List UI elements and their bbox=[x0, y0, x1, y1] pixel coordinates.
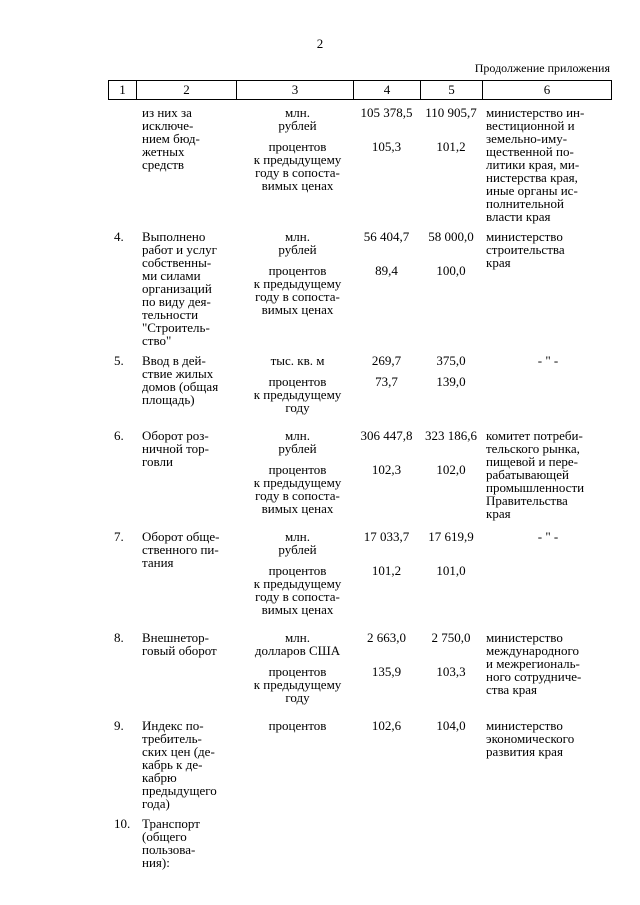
responsible-body-line: министерство bbox=[486, 630, 563, 645]
value-block bbox=[353, 354, 420, 367]
responsible-body-line: края bbox=[486, 506, 511, 521]
unit-line: году bbox=[285, 690, 310, 705]
unit-block bbox=[242, 429, 353, 455]
unit-line: вимых ценах bbox=[261, 501, 334, 516]
row-number: 5. bbox=[114, 353, 124, 368]
unit-line: млн. bbox=[285, 529, 310, 544]
value-pad bbox=[353, 179, 420, 192]
value: 102,0 bbox=[436, 462, 466, 477]
responsible-body bbox=[482, 230, 610, 347]
unit-line: году в сопоста- bbox=[255, 289, 340, 304]
value-pad bbox=[353, 691, 420, 704]
unit-of-measure bbox=[242, 719, 353, 810]
value-block bbox=[420, 354, 482, 367]
indicator-name-line: ния): bbox=[142, 855, 170, 870]
indicator-name-line: (общего bbox=[142, 829, 187, 844]
value: 323 186,6 bbox=[425, 428, 477, 443]
value-block bbox=[353, 230, 420, 256]
header-cell-4: 4 bbox=[354, 81, 421, 99]
responsible-body-line: вестиционной и bbox=[486, 118, 575, 133]
table-row bbox=[108, 354, 610, 422]
unit-of-measure bbox=[242, 429, 353, 523]
value: 139,0 bbox=[436, 374, 466, 389]
value: 110 905,7 bbox=[425, 105, 477, 120]
responsible-body-line: земельно-иму- bbox=[486, 131, 568, 146]
unit-line: к предыдущему bbox=[253, 276, 342, 291]
indicator-name-line: тания bbox=[142, 555, 174, 570]
unit-block bbox=[242, 631, 353, 657]
unit-line: рублей bbox=[278, 118, 317, 133]
unit-line: долларов США bbox=[254, 643, 341, 658]
unit-block bbox=[242, 230, 353, 256]
value-col-4 bbox=[353, 354, 420, 422]
header-cell-3: 3 bbox=[237, 81, 354, 99]
value-pad bbox=[420, 401, 482, 414]
responsible-body bbox=[482, 817, 610, 869]
value-pad bbox=[420, 502, 482, 515]
value-block bbox=[353, 106, 420, 132]
unit-line: году в сопоста- bbox=[255, 589, 340, 604]
indicator-name-line: организаций bbox=[142, 281, 212, 296]
indicator-name-line: средств bbox=[142, 157, 185, 172]
value: 104,0 bbox=[436, 718, 466, 733]
indicator-name-line: предыдущего bbox=[142, 783, 217, 798]
unit-block bbox=[242, 463, 353, 515]
value-col-5 bbox=[420, 631, 482, 712]
value: 17 619,9 bbox=[428, 529, 474, 544]
value-col-4 bbox=[353, 817, 420, 869]
indicator-name-line: говли bbox=[142, 454, 173, 469]
indicator-name-line: говый оборот bbox=[142, 643, 217, 658]
unit-line: процентов bbox=[268, 563, 327, 578]
table-body bbox=[108, 106, 610, 876]
value: 135,9 bbox=[371, 664, 402, 679]
unit-block bbox=[242, 140, 353, 192]
row-number: 10. bbox=[114, 816, 131, 831]
indicator-name-line: ских цен (де- bbox=[142, 744, 215, 759]
unit-line: млн. bbox=[285, 428, 310, 443]
responsible-body-line: развития края bbox=[486, 744, 563, 759]
responsible-body-line: международного bbox=[486, 643, 580, 658]
table-header bbox=[108, 80, 612, 100]
unit-of-measure bbox=[242, 817, 353, 869]
value-pad bbox=[420, 303, 482, 316]
indicator-name-line: ство" bbox=[142, 333, 172, 348]
value-col-5 bbox=[420, 230, 482, 347]
responsible-body-line: ства края bbox=[486, 682, 538, 697]
value: 269,7 bbox=[371, 353, 402, 368]
unit-block bbox=[242, 106, 353, 132]
table-row bbox=[108, 106, 610, 223]
table-row bbox=[108, 719, 610, 810]
value-pad bbox=[420, 243, 482, 256]
indicator-name bbox=[142, 530, 242, 624]
unit-block bbox=[242, 354, 353, 367]
unit-block bbox=[242, 375, 353, 414]
value-block bbox=[420, 375, 482, 414]
indicator-name bbox=[142, 817, 242, 869]
table-row bbox=[108, 530, 610, 624]
value: 73,7 bbox=[375, 374, 398, 389]
value: 105,3 bbox=[371, 139, 402, 154]
indicator-name-line: работ и услуг bbox=[142, 242, 217, 257]
value-col-4 bbox=[353, 719, 420, 810]
value-block bbox=[353, 429, 420, 455]
unit-block bbox=[242, 719, 353, 732]
value-col-5 bbox=[420, 106, 482, 223]
value-pad bbox=[353, 303, 420, 316]
table-row bbox=[108, 817, 610, 869]
header-cell-5: 5 bbox=[421, 81, 483, 99]
responsible-body-line: пищевой и пере- bbox=[486, 454, 578, 469]
responsible-body-line: иные органы ис- bbox=[486, 183, 578, 198]
value-col-5 bbox=[420, 719, 482, 810]
value: 2 750,0 bbox=[431, 630, 471, 645]
value-col-4 bbox=[353, 631, 420, 712]
value: 102,6 bbox=[371, 718, 402, 733]
value-block bbox=[353, 665, 420, 704]
unit-block bbox=[242, 264, 353, 316]
value-pad bbox=[420, 603, 482, 616]
indicator-name-line: домов (общая bbox=[142, 379, 219, 394]
indicator-name-line: "Строитель- bbox=[142, 320, 210, 335]
unit-line: году в сопоста- bbox=[255, 165, 340, 180]
value-pad bbox=[353, 502, 420, 515]
value-pad bbox=[420, 691, 482, 704]
indicator-name-line: кабрю bbox=[142, 770, 177, 785]
responsible-body-line: щественной по- bbox=[486, 144, 574, 159]
value-block bbox=[420, 264, 482, 316]
value-pad bbox=[420, 644, 482, 657]
indicator-name bbox=[142, 106, 242, 223]
unit-line: процентов bbox=[268, 263, 327, 278]
unit-line: вимых ценах bbox=[261, 178, 334, 193]
value: 2 663,0 bbox=[367, 630, 406, 645]
responsible-body bbox=[482, 631, 610, 712]
indicator-name bbox=[142, 429, 242, 523]
indicator-name-line: ми силами bbox=[142, 268, 201, 283]
value-pad bbox=[420, 179, 482, 192]
indicator-name-line: ничной тор- bbox=[142, 441, 209, 456]
unit-of-measure bbox=[242, 230, 353, 347]
indicator-name-line: ственного пи- bbox=[142, 542, 219, 557]
value-col-5 bbox=[420, 817, 482, 869]
indicator-name-line: года) bbox=[142, 796, 170, 811]
unit-line: вимых ценах bbox=[261, 602, 334, 617]
value: 375,0 bbox=[436, 353, 466, 368]
unit-of-measure bbox=[242, 631, 353, 712]
responsible-body-line: рабатывающей bbox=[486, 467, 569, 482]
value: 101,2 bbox=[436, 139, 466, 154]
appendix-continuation-label: Продолжение приложения bbox=[474, 61, 610, 75]
value-block bbox=[353, 264, 420, 316]
unit-line: к предыдущему bbox=[253, 387, 342, 402]
responsible-body-line: - " - bbox=[537, 529, 559, 544]
indicator-name-line: исключе- bbox=[142, 118, 194, 133]
unit-line: рублей bbox=[278, 441, 317, 456]
value-block bbox=[353, 564, 420, 616]
value-pad bbox=[353, 603, 420, 616]
responsible-body-line: полнительной bbox=[486, 196, 564, 211]
value-pad bbox=[420, 543, 482, 556]
value-pad bbox=[353, 442, 420, 455]
value: 56 404,7 bbox=[363, 229, 410, 244]
indicator-name bbox=[142, 631, 242, 712]
value-block bbox=[353, 631, 420, 657]
indicator-name-line: Внешнетор- bbox=[142, 630, 209, 645]
responsible-body bbox=[482, 354, 610, 422]
responsible-body bbox=[482, 429, 610, 523]
unit-line: к предыдущему bbox=[253, 152, 342, 167]
unit-block bbox=[242, 530, 353, 556]
value-block bbox=[420, 530, 482, 556]
responsible-body-line: тельского рынка, bbox=[486, 441, 580, 456]
responsible-body-line: строительства bbox=[486, 242, 565, 257]
value: 105 378,5 bbox=[360, 105, 413, 120]
value-block bbox=[420, 106, 482, 132]
responsible-body-line: - " - bbox=[537, 353, 559, 368]
unit-line: млн. bbox=[285, 630, 310, 645]
table-row bbox=[108, 429, 610, 523]
indicator-name-line: собственны- bbox=[142, 255, 212, 270]
unit-line: году bbox=[285, 400, 310, 415]
value-block bbox=[353, 375, 420, 414]
value: 17 033,7 bbox=[363, 529, 410, 544]
value-pad bbox=[420, 442, 482, 455]
responsible-body-line: ного сотрудниче- bbox=[486, 669, 582, 684]
value-block bbox=[353, 530, 420, 556]
row-number: 8. bbox=[114, 630, 124, 645]
value: 102,3 bbox=[371, 462, 402, 477]
responsible-body-line: и межрегиональ- bbox=[486, 656, 580, 671]
value-block bbox=[353, 719, 420, 732]
unit-line: рублей bbox=[278, 242, 317, 257]
value-pad bbox=[353, 243, 420, 256]
header-cell-6: 6 bbox=[543, 82, 551, 97]
indicator-name-line: площадь) bbox=[142, 392, 195, 407]
indicator-name bbox=[142, 230, 242, 347]
unit-of-measure bbox=[242, 530, 353, 624]
responsible-body-line: края bbox=[486, 255, 511, 270]
value: 306 447,8 bbox=[360, 428, 413, 443]
table-row bbox=[108, 631, 610, 712]
unit-line: процентов bbox=[268, 664, 327, 679]
header-cell-2: 2 bbox=[137, 81, 237, 99]
value-pad bbox=[353, 644, 420, 657]
row-number: 4. bbox=[114, 229, 124, 244]
value: 100,0 bbox=[436, 263, 466, 278]
value-block bbox=[420, 463, 482, 515]
unit-block bbox=[242, 564, 353, 616]
indicator-name-line: по виду дея- bbox=[142, 294, 211, 309]
unit-of-measure bbox=[242, 354, 353, 422]
value-block bbox=[420, 429, 482, 455]
indicator-name-line: пользова- bbox=[142, 842, 196, 857]
indicator-name-line: нием бюд- bbox=[142, 131, 200, 146]
row-number: 7. bbox=[114, 529, 124, 544]
unit-line: млн. bbox=[285, 105, 310, 120]
value-block bbox=[353, 463, 420, 515]
unit-line: рублей bbox=[278, 542, 317, 557]
unit-line: процентов bbox=[268, 374, 327, 389]
value: 101,2 bbox=[371, 563, 402, 578]
indicator-name-line: ствие жилых bbox=[142, 366, 214, 381]
value-pad bbox=[420, 119, 482, 132]
unit-line: процентов bbox=[268, 462, 327, 477]
responsible-body-line: нистерства края, bbox=[486, 170, 578, 185]
indicator-name bbox=[142, 719, 242, 810]
value-col-5 bbox=[420, 530, 482, 624]
indicator-name-line: Оборот обще- bbox=[142, 529, 220, 544]
indicator-name-line: Оборот роз- bbox=[142, 428, 209, 443]
unit-line: процентов bbox=[268, 718, 327, 733]
unit-line: процентов bbox=[268, 139, 327, 154]
unit-block bbox=[242, 665, 353, 704]
indicator-name-line: Ввод в дей- bbox=[142, 353, 206, 368]
indicator-name-line: жетных bbox=[142, 144, 185, 159]
responsible-body-line: литики края, ми- bbox=[486, 157, 580, 172]
value-pad bbox=[353, 543, 420, 556]
indicator-name-line: требитель- bbox=[142, 731, 202, 746]
header-cell-1: 1 bbox=[109, 81, 137, 99]
value-pad bbox=[353, 401, 420, 414]
unit-line: к предыдущему bbox=[253, 677, 342, 692]
responsible-body bbox=[482, 106, 610, 223]
indicator-name-line: Транспорт bbox=[142, 816, 200, 831]
indicator-name-line: из них за bbox=[142, 105, 192, 120]
responsible-body-line: министерство bbox=[486, 718, 563, 733]
value-col-4 bbox=[353, 530, 420, 624]
table-row bbox=[108, 230, 610, 347]
value-pad bbox=[353, 119, 420, 132]
value-block bbox=[353, 140, 420, 192]
value-col-4 bbox=[353, 429, 420, 523]
responsible-body-line: министерство bbox=[486, 229, 563, 244]
row-number: 6. bbox=[114, 428, 124, 443]
responsible-body-line: промышленности bbox=[486, 480, 585, 495]
value-block bbox=[420, 631, 482, 657]
responsible-body-line: министерство ин- bbox=[486, 105, 585, 120]
responsible-body-line: Правительства bbox=[486, 493, 568, 508]
indicator-name-line: тельности bbox=[142, 307, 199, 322]
value-block bbox=[420, 140, 482, 192]
responsible-body-line: власти края bbox=[486, 209, 551, 224]
responsible-body-line: экономического bbox=[486, 731, 575, 746]
value-block bbox=[420, 230, 482, 256]
value-col-5 bbox=[420, 429, 482, 523]
value: 89,4 bbox=[375, 263, 398, 278]
unit-of-measure bbox=[242, 106, 353, 223]
unit-line: тыс. кв. м bbox=[270, 353, 325, 368]
value: 103,3 bbox=[436, 664, 466, 679]
value-block bbox=[420, 665, 482, 704]
responsible-body bbox=[482, 719, 610, 810]
indicator-name-line: Выполнено bbox=[142, 229, 206, 244]
unit-line: к предыдущему bbox=[253, 475, 342, 490]
value-col-4 bbox=[353, 230, 420, 347]
indicator-name-line: кабрь к де- bbox=[142, 757, 203, 772]
value-col-4 bbox=[353, 106, 420, 223]
value-block bbox=[420, 719, 482, 732]
value-block bbox=[420, 564, 482, 616]
indicator-name-line: Индекс по- bbox=[142, 718, 204, 733]
page-number: 2 bbox=[316, 36, 324, 51]
responsible-body-line: комитет потреби- bbox=[486, 428, 583, 443]
indicator-name bbox=[142, 354, 242, 422]
unit-line: к предыдущему bbox=[253, 576, 342, 591]
value: 58 000,0 bbox=[428, 229, 474, 244]
responsible-body bbox=[482, 530, 610, 624]
value: 101,0 bbox=[436, 563, 466, 578]
unit-line: млн. bbox=[285, 229, 310, 244]
row-number bbox=[108, 106, 142, 223]
unit-line: году в сопоста- bbox=[255, 488, 340, 503]
row-number: 9. bbox=[114, 718, 124, 733]
value-col-5 bbox=[420, 354, 482, 422]
unit-line: вимых ценах bbox=[261, 302, 334, 317]
